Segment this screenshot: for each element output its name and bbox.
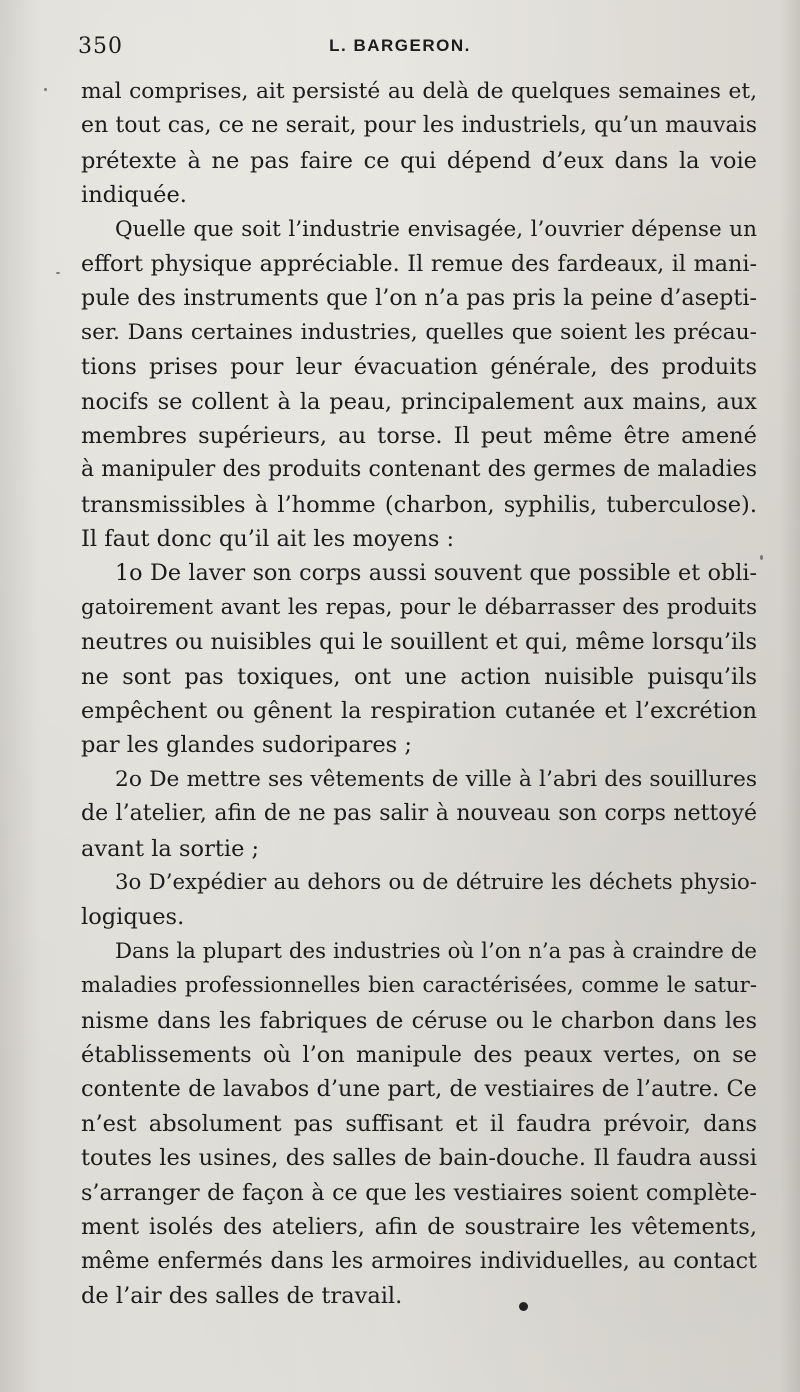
text-line: de l’atelier, afin de ne pas salir à nouveau son corps nettoyé [81, 801, 757, 827]
text-line: prétexte à ne pas faire ce qui dépend d’eux dans la voie [81, 147, 757, 174]
text-line: tions prises pour leur évacuation générale, des produits [81, 354, 757, 381]
text-line: 2o De mettre ses vêtements de ville à l’abri des souillures [115, 766, 757, 792]
text-line: transmissibles à l’homme (charbon, syphilis, tuberculose). [81, 491, 757, 518]
text-line: même enfermés dans les armoires individuelles, au contact [81, 1248, 757, 1275]
text-line: Dans la plupart des industries où l’on n’a pas à craindre de [115, 938, 757, 964]
text-line: indiquée. [81, 182, 187, 209]
text-line: établissements où l’on manipule des peaux vertes, on se [81, 1041, 757, 1068]
body-text [81, 75, 757, 1313]
text-line: empêchent ou gênent la respiration cutanée et l’excrétion [81, 698, 757, 725]
text-line: s’arranger de façon à ce que les vestiaires soient complète- [81, 1179, 757, 1206]
page-number: 350 [78, 34, 123, 59]
running-header [0, 34, 800, 60]
text-line: membres supérieurs, au torse. Il peut même être amené [81, 422, 757, 449]
text-line: ment isolés des ateliers, afin de soustraire les vêtements, [81, 1213, 757, 1240]
text-line: gatoirement avant les repas, pour le débarrasser des produits [81, 594, 757, 620]
text-line: avant la sortie ; [81, 835, 260, 862]
text-line: logiques. [81, 904, 185, 931]
text-line: effort physique appréciable. Il remue des fardeaux, il mani- [81, 250, 757, 277]
text-line: neutres ou nuisibles qui le souillent et qui, même lorsqu’ils [81, 629, 757, 656]
paper-speck [56, 272, 60, 274]
text-line: ser. Dans certaines industries, quelles que soient les précau- [81, 319, 757, 345]
text-line: ne sont pas toxiques, ont une action nuisible puisqu’ils [81, 663, 757, 690]
text-line: Quelle que soit l’industrie envisagée, l’ouvrier dépense un [115, 216, 757, 242]
text-line: maladies professionnelles bien caractérisées, comme le satur- [81, 973, 757, 999]
paper-speck [44, 88, 47, 91]
text-line: Il faut donc qu’il ait les moyens : [81, 526, 455, 553]
text-line: 3o D’expédier au dehors ou de détruire les déchets physio- [115, 869, 757, 895]
text-line: par les glandes sudoripares ; [81, 732, 412, 759]
running-title: L. BARGERON. [329, 36, 471, 55]
text-line: n’est absolument pas suffisant et il faudra prévoir, dans [81, 1110, 757, 1137]
ink-dot-mark [519, 1302, 528, 1311]
text-line: nisme dans les fabriques de céruse ou le charbon dans les [81, 1007, 757, 1034]
text-line: contente de lavabos d’une part, de vestiaires de l’autre. Ce [81, 1076, 757, 1103]
text-line: en tout cas, ce ne serait, pour les industriels, qu’un mauvais [81, 113, 757, 139]
text-line: 1o De laver son corps aussi souvent que possible et obli- [115, 560, 757, 587]
paper-speck [760, 555, 763, 560]
text-line: nocifs se collent à la peau, principalement aux mains, aux [81, 388, 757, 415]
text-line: mal comprises, ait persisté au delà de quelques semaines et, [81, 79, 757, 104]
text-line: toutes les usines, des salles de bain-douche. Il faudra aussi [81, 1145, 757, 1172]
text-line: à manipuler des produits contenant des germes de maladies [81, 457, 757, 483]
text-line: pule des instruments que l’on n’a pas pris la peine d’asepti- [81, 285, 757, 312]
text-line: de l’air des salles de travail. [81, 1282, 403, 1309]
